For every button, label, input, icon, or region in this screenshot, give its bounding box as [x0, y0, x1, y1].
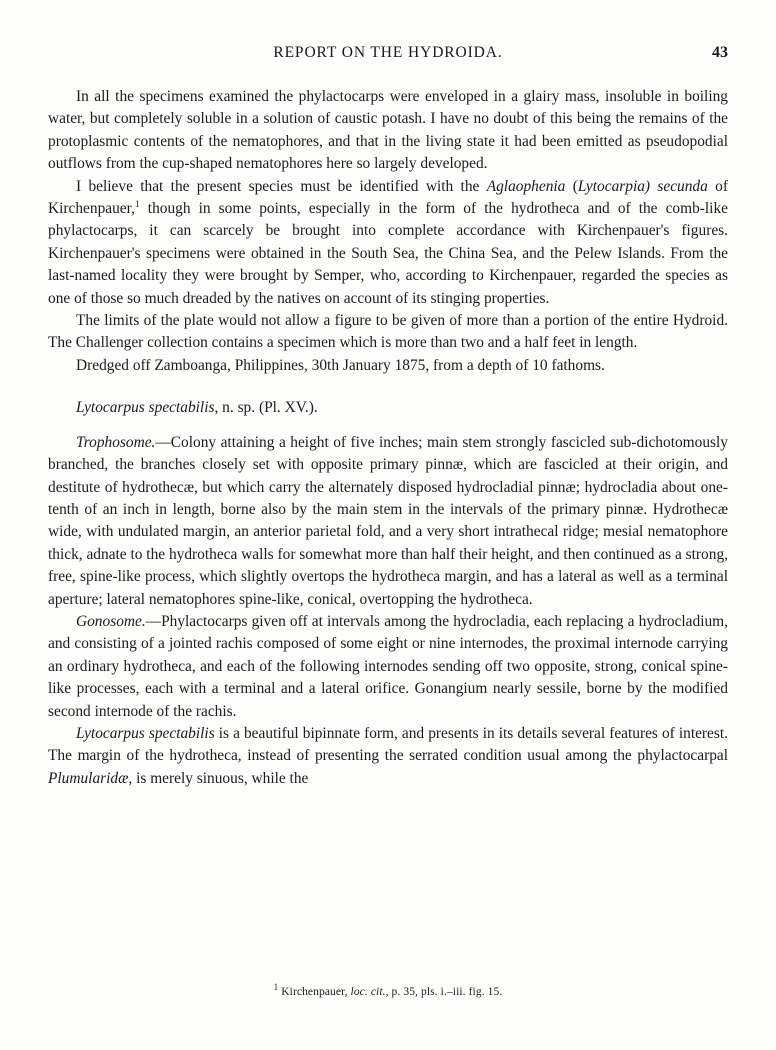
paragraph-final — [48, 723, 728, 790]
footnote — [0, 982, 776, 998]
p2-text-3: of Kirchenpauer, — [48, 177, 728, 218]
final-italic-2: Plumularidæ — [48, 769, 129, 787]
paragraph-trophosome — [48, 432, 728, 611]
page-title: REPORT ON THE HYDROIDA. — [273, 44, 503, 61]
footnote-citation: loc. cit., — [350, 986, 389, 998]
paragraph-3: The limits of the plate would not allow a figure to be given of more than a portion of the entire Hydroid. The Challenger collection contains a specimen which is more than two and a half feet in length. — [48, 312, 728, 352]
gonosome-text: —Phylactocarps given off at intervals among the hydrocladia, each replacing a hydrocladium, and consisting of a jointed rachis composed of some eight or nine internodes, the proximal internode carrying an ordinary hydrotheca, and each of the following internodes sending off two opposite, strong, conical spine-like processes, each with a terminal and a lateral orifice. Gonangium nearly sessile, borne by the modified second internode of the rachis. — [48, 612, 728, 720]
footnote-author: Kirchenpauer, — [281, 986, 348, 998]
p2-text-2: ( — [565, 177, 578, 195]
body-column — [48, 86, 728, 790]
footnote-reference: 1 — [134, 199, 140, 210]
trophosome-label: Trophosome. — [76, 433, 156, 451]
paragraph-gonosome — [48, 611, 728, 723]
p2-text-4: though in some points, especially in the form of the hydrotheca and of the comb-like phylactocarps, it can scarcely be brought into complete accordance with Kirchenpauer's figures. Kirchenpauer's specimens were obtained in the South Sea, the China Sea, and the Pelew Islands. From the last-named locality they were brought by Semper, who, according to Kirchenpauer, regarded the species as one of those so much dreaded by the natives on account of its stinging properties. — [48, 200, 728, 307]
spacer — [48, 377, 728, 397]
gonosome-label: Gonosome. — [76, 612, 146, 630]
footnote-rest: p. 35, pls. i.–iii. fig. 15. — [388, 986, 503, 998]
p2-italic-2: Lytocarpia) secunda — [577, 177, 708, 195]
paragraph-4: Dredged off Zamboanga, Philippines, 30th January 1875, from a depth of 10 fathoms. — [76, 356, 605, 374]
p2-text-1: I believe that the present species must be identified with the — [76, 177, 487, 195]
spacer-2 — [48, 420, 728, 432]
running-head — [48, 44, 728, 72]
trophosome-text: —Colony attaining a height of five inches; main stem strongly fascicled sub-dichotomously branched, the branches closely set with opposite primary pinnæ, which are fascicled at their origin, and destitute of hydrothecæ, but which carry the alternately disposed hydrocladial pinnæ; hydrocladia about one-tenth of an inch in length, borne also by the main stem in the intervals of the primary pinnæ. Hydrothecæ wide, with undulated margin, an anterior parietal fold, and a very short intrathecal ridge; mesial nematophore thick, adnate to the hydrotheca walls for somewhat more than half their height, and then continued as a strong, free, spine-like process, which slightly overtops the hydrotheca margin, and has a lateral as well as a terminal aperture; lateral nematophores spine-like, conical, overtopping the hydrotheca. — [48, 433, 728, 608]
footnote-mark: 1 — [273, 982, 279, 993]
page-number: 43 — [712, 44, 728, 61]
species-heading — [48, 397, 728, 419]
paragraph-1: In all the specimens examined the phylactocarps were enveloped in a glairy mass, insoluble in boiling water, but completely soluble in a solution of caustic potash. I have no doubt of this being the remains of the protoplasmic contents of the nematophores, and that in the living state it had been emitted as pseudopodial outflows from the cup-shaped nematophores here so largely developed. — [48, 88, 728, 173]
p2-italic-1: Aglaophenia — [486, 177, 566, 195]
species-heading-rest: , n. sp. (Pl. XV.). — [214, 399, 318, 417]
final-text-2: , is merely sinuous, while the — [128, 769, 309, 787]
final-text-1: is a beautiful bipinnate form, and presents in its details several features of interest. The margin of the hydrotheca, instead of presenting the serrated condition usual among the phylactocarpal — [48, 724, 729, 765]
final-italic-1: Lytocarpus spectabilis — [76, 724, 215, 742]
species-name: Lytocarpus spectabilis — [76, 399, 215, 417]
paragraph-2 — [48, 176, 728, 310]
